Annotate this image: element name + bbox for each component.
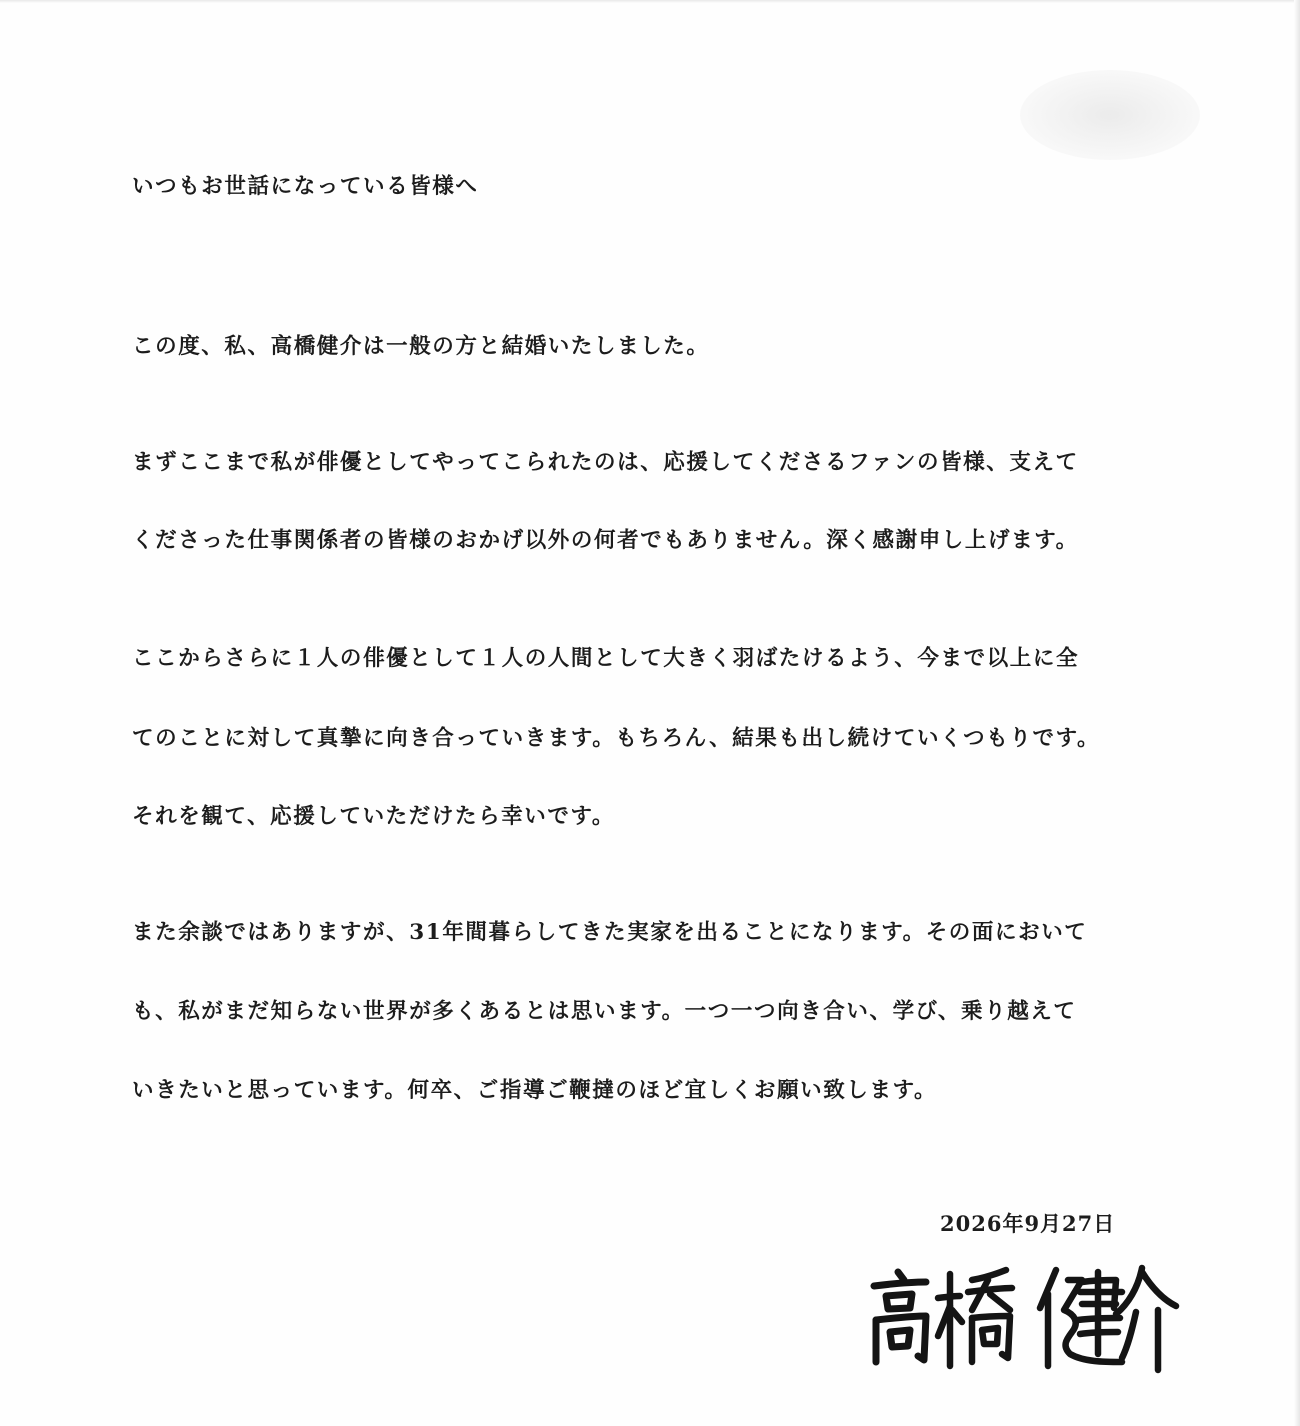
letter-line-3: くださった仕事関係者の皆様のおかげ以外の何者でもありません。深く感謝申し上げます。 [132, 528, 1079, 553]
letter-line-1: この度、私、高橋健介は一般の方と結婚いたしました。 [132, 334, 710, 359]
handwritten-signature [860, 1258, 1180, 1378]
letter-line-5: てのことに対して真摯に向き合っていきます。もちろん、結果も出し続けていくつもりです。 [132, 726, 1101, 751]
scan-edge [0, 0, 1300, 3]
letter-line-4: ここからさらに１人の俳優として１人の人間として大きく羽ばたけるよう、今まで以上に全 [132, 646, 1080, 671]
letter-date: 2026年9月27日 [940, 1211, 1116, 1236]
scan-edge [1294, 0, 1300, 1426]
letter-line-8: も、私がまだ知らない世界が多くあるとは思います。一つ一つ向き合い、学び、乗り越えて [132, 999, 1077, 1024]
letter-line-2: まずここまで私が俳優としてやってこられたのは、応援してくださるファンの皆様、支えて [132, 450, 1079, 475]
letter-line-6: それを観て、応援していただけたら幸いです。 [132, 804, 615, 829]
letter-line-7: また余談ではありますが、31年間暮らしてきた実家を出ることになります。その面において [132, 920, 1088, 945]
paper-smudge [1020, 70, 1200, 160]
salutation: いつもお世話になっている皆様へ [132, 174, 479, 199]
letter-line-9: いきたいと思っています。何卒、ご指導ご鞭撻のほど宜しくお願い致します。 [132, 1078, 938, 1103]
